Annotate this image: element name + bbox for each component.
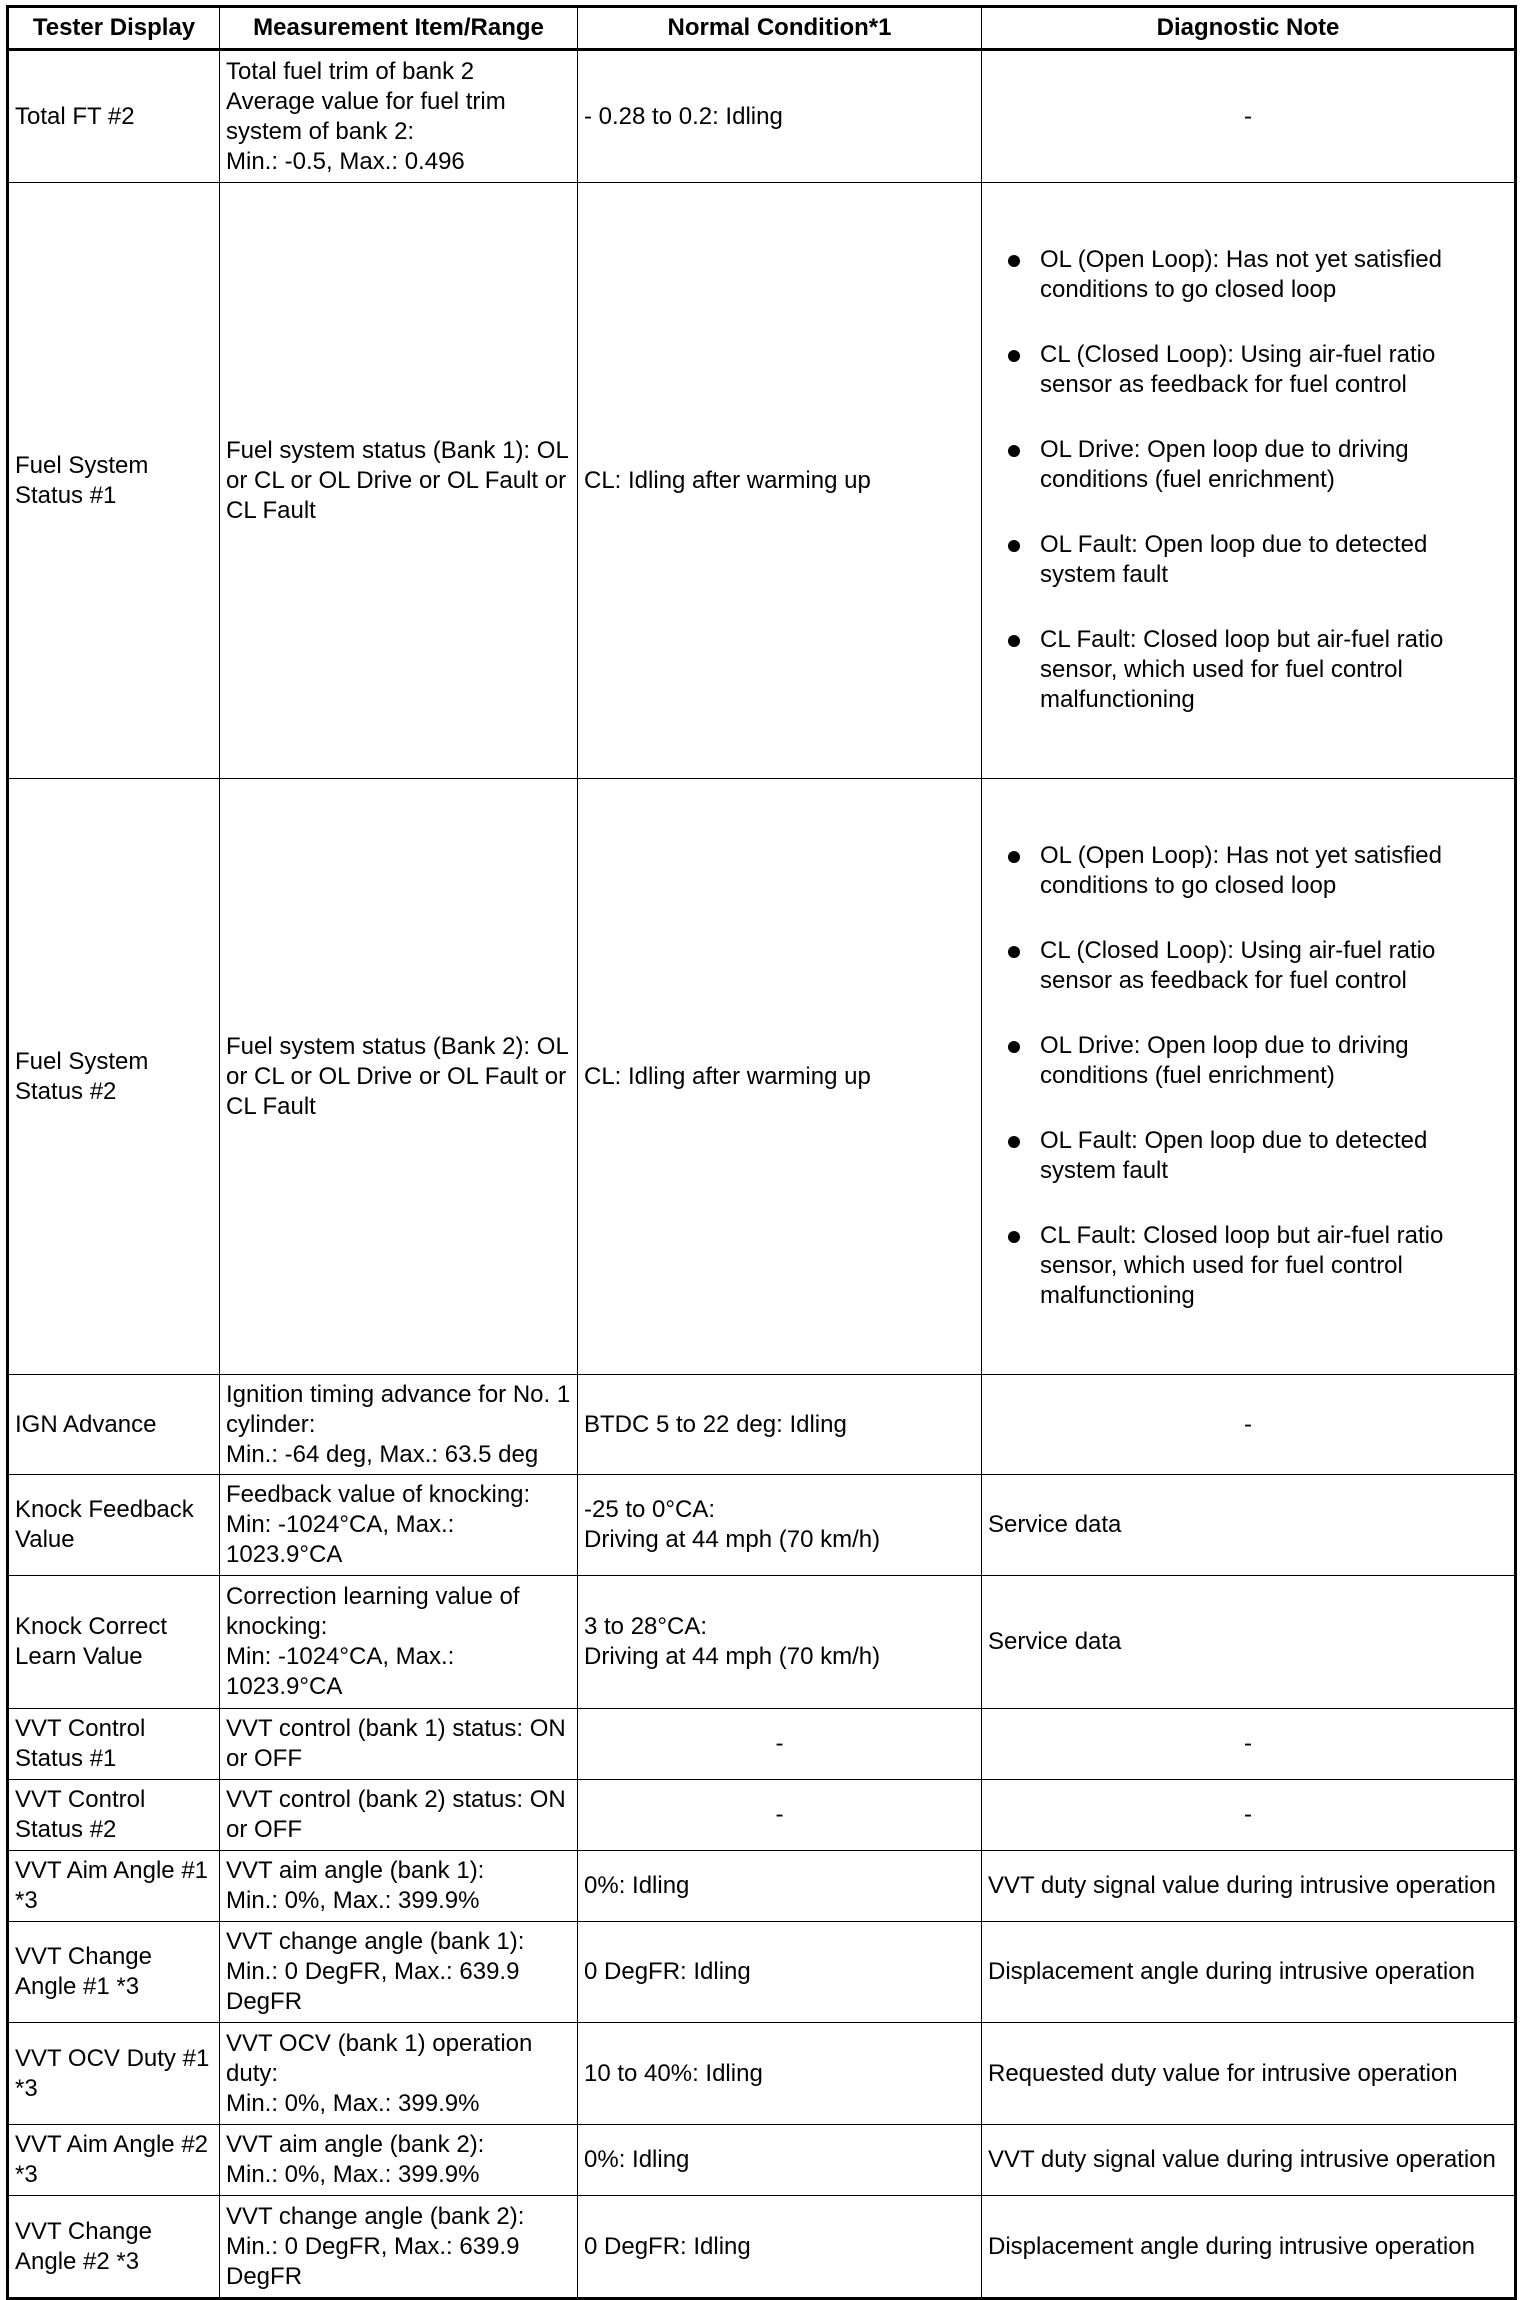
note-bullet-item: CL (Closed Loop): Using air-fuel ratio sensor as feedback for fuel control (1008, 340, 1508, 400)
diagnostic-note-cell: Service data (982, 1576, 1516, 1709)
tester-display-cell: Total FT #2 (8, 50, 220, 183)
measurement-cell: Correction learning value of knocking: Min: -1024°CA, Max.: 1023.9°CA (220, 1576, 578, 1709)
note-bullet-item: CL Fault: Closed loop but air-fuel ratio sensor, which used for fuel control malfunctioning (1008, 625, 1508, 715)
tester-display-cell: VVT Aim Angle #1 *3 (8, 1851, 220, 1922)
diagnostic-note-cell: - (982, 50, 1516, 183)
tester-display-cell: VVT Aim Angle #2 *3 (8, 2125, 220, 2196)
note-bullet-item: OL Fault: Open loop due to detected system fault (1008, 1126, 1508, 1186)
measurement-cell: VVT aim angle (bank 1): Min.: 0%, Max.: 399.9% (220, 1851, 578, 1922)
measurement-cell: Total fuel trim of bank 2 Average value for fuel trim system of bank 2: Min.: -0.5, Max.: 0.496 (220, 50, 578, 183)
diagnostic-note-cell (982, 779, 1516, 1375)
header-measurement-item: Measurement Item/Range (220, 7, 578, 50)
table-row (8, 1475, 1516, 1576)
measurement-cell: VVT OCV (bank 1) operation duty: Min.: 0%, Max.: 399.9% (220, 2023, 578, 2125)
diagnostic-note-list (988, 809, 1508, 1344)
normal-condition-cell: - (578, 1709, 982, 1780)
note-bullet-item: OL (Open Loop): Has not yet satisfied conditions to go closed loop (1008, 245, 1508, 305)
table-row (8, 2023, 1516, 2125)
note-bullet-item: OL (Open Loop): Has not yet satisfied conditions to go closed loop (1008, 841, 1508, 901)
measurement-cell: VVT control (bank 2) status: ON or OFF (220, 1780, 578, 1851)
normal-condition-cell: 3 to 28°CA: Driving at 44 mph (70 km/h) (578, 1576, 982, 1709)
note-bullet-item: CL Fault: Closed loop but air-fuel ratio sensor, which used for fuel control malfunctioning (1008, 1221, 1508, 1311)
table-row (8, 1375, 1516, 1475)
normal-condition-cell: CL: Idling after warming up (578, 183, 982, 779)
normal-condition-cell: 0%: Idling (578, 2125, 982, 2196)
diagnostic-data-table (6, 5, 1517, 2300)
table-row (8, 779, 1516, 1375)
measurement-cell: VVT change angle (bank 1): Min.: 0 DegFR, Max.: 639.9 DegFR (220, 1922, 578, 2023)
measurement-cell: Fuel system status (Bank 1): OL or CL or OL Drive or OL Fault or CL Fault (220, 183, 578, 779)
diagnostic-note-cell: - (982, 1375, 1516, 1475)
diagnostic-note-cell: Service data (982, 1475, 1516, 1576)
measurement-cell: VVT change angle (bank 2): Min.: 0 DegFR, Max.: 639.9 DegFR (220, 2196, 578, 2299)
header-tester-display: Tester Display (8, 7, 220, 50)
tester-display-cell: VVT Control Status #2 (8, 1780, 220, 1851)
normal-condition-cell: - (578, 1780, 982, 1851)
note-bullet-item: OL Fault: Open loop due to detected system fault (1008, 530, 1508, 590)
normal-condition-cell: CL: Idling after warming up (578, 779, 982, 1375)
header-normal-condition: Normal Condition*1 (578, 7, 982, 50)
table-row (8, 1576, 1516, 1709)
tester-display-cell: VVT Change Angle #2 *3 (8, 2196, 220, 2299)
diagnostic-note-cell: - (982, 1780, 1516, 1851)
measurement-cell: VVT aim angle (bank 2): Min.: 0%, Max.: 399.9% (220, 2125, 578, 2196)
diagnostic-note-cell: VVT duty signal value during intrusive operation (982, 1851, 1516, 1922)
normal-condition-cell: 10 to 40%: Idling (578, 2023, 982, 2125)
header-diagnostic-note: Diagnostic Note (982, 7, 1516, 50)
measurement-cell: Feedback value of knocking: Min: -1024°CA, Max.: 1023.9°CA (220, 1475, 578, 1576)
tester-display-cell: Fuel System Status #1 (8, 183, 220, 779)
tester-display-cell: Knock Feedback Value (8, 1475, 220, 1576)
table-header-row (8, 7, 1516, 50)
diagnostic-note-cell: VVT duty signal value during intrusive operation (982, 2125, 1516, 2196)
diagnostic-note-list (988, 213, 1508, 748)
measurement-cell: Fuel system status (Bank 2): OL or CL or OL Drive or OL Fault or CL Fault (220, 779, 578, 1375)
normal-condition-cell: 0 DegFR: Idling (578, 2196, 982, 2299)
diagnostic-note-cell: - (982, 1709, 1516, 1780)
normal-condition-cell: 0 DegFR: Idling (578, 1922, 982, 2023)
normal-condition-cell: BTDC 5 to 22 deg: Idling (578, 1375, 982, 1475)
diagnostic-note-cell: Displacement angle during intrusive operation (982, 1922, 1516, 2023)
tester-display-cell: IGN Advance (8, 1375, 220, 1475)
measurement-cell: VVT control (bank 1) status: ON or OFF (220, 1709, 578, 1780)
table-row (8, 1780, 1516, 1851)
tester-display-cell: Fuel System Status #2 (8, 779, 220, 1375)
table-row (8, 2125, 1516, 2196)
diagnostic-note-cell: Displacement angle during intrusive operation (982, 2196, 1516, 2299)
note-bullet-item: CL (Closed Loop): Using air-fuel ratio sensor as feedback for fuel control (1008, 936, 1508, 996)
tester-display-cell: VVT Change Angle #1 *3 (8, 1922, 220, 2023)
diagnostic-note-cell (982, 183, 1516, 779)
tester-display-cell: VVT Control Status #1 (8, 1709, 220, 1780)
note-bullet-item: OL Drive: Open loop due to driving conditions (fuel enrichment) (1008, 435, 1508, 495)
table-row (8, 1922, 1516, 2023)
tester-display-cell: Knock Correct Learn Value (8, 1576, 220, 1709)
normal-condition-cell: - 0.28 to 0.2: Idling (578, 50, 982, 183)
tester-display-cell: VVT OCV Duty #1 *3 (8, 2023, 220, 2125)
table-row (8, 2196, 1516, 2299)
measurement-cell: Ignition timing advance for No. 1 cylinder: Min.: -64 deg, Max.: 63.5 deg (220, 1375, 578, 1475)
normal-condition-cell: -25 to 0°CA: Driving at 44 mph (70 km/h) (578, 1475, 982, 1576)
table-row (8, 1709, 1516, 1780)
note-bullet-item: OL Drive: Open loop due to driving conditions (fuel enrichment) (1008, 1031, 1508, 1091)
table-row (8, 183, 1516, 779)
normal-condition-cell: 0%: Idling (578, 1851, 982, 1922)
table-row (8, 50, 1516, 183)
table-row (8, 1851, 1516, 1922)
diagnostic-note-cell: Requested duty value for intrusive operation (982, 2023, 1516, 2125)
